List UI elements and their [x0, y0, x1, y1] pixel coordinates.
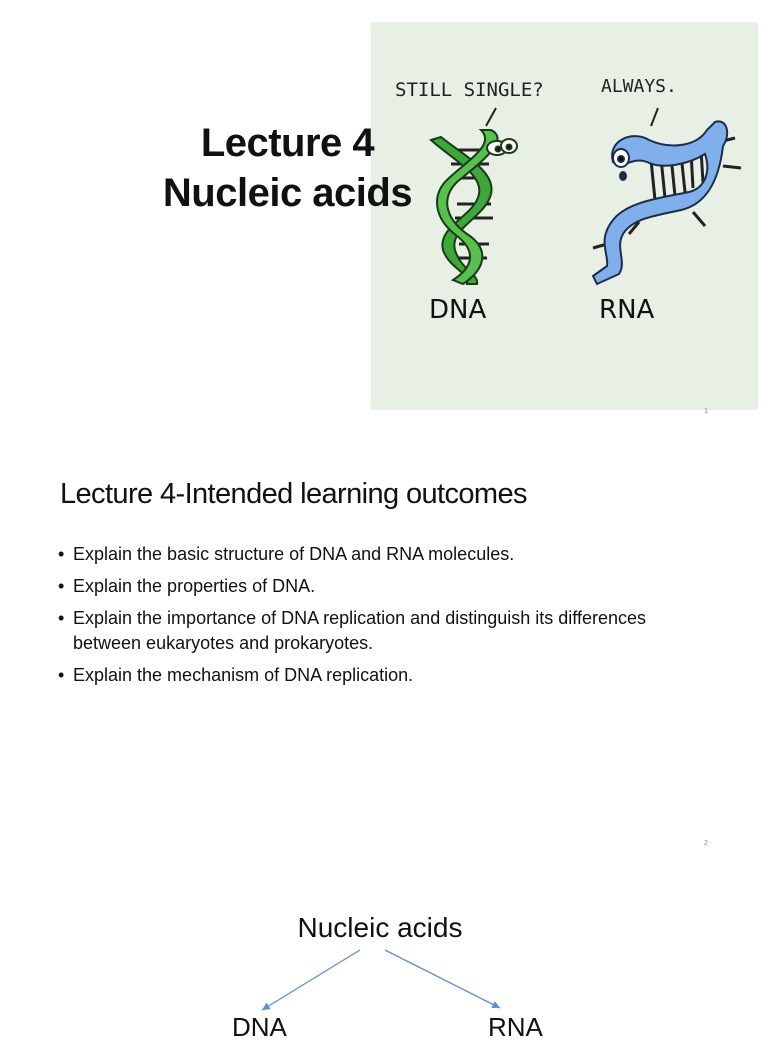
page-number: 2	[704, 840, 708, 847]
nucleic-acids-heading: Nucleic acids	[297, 912, 463, 943]
left-speech-tick	[486, 108, 496, 126]
dna-label: DNA	[429, 295, 487, 325]
slide-3	[0, 870, 768, 1042]
rna-strand-drawing	[593, 121, 741, 284]
rna-label: RNA	[599, 295, 655, 325]
page-number: 1	[704, 408, 708, 415]
left-arrow	[262, 950, 360, 1010]
right-speech-text: ALWAYS.	[601, 76, 677, 97]
branch-arrows	[0, 870, 768, 1024]
right-speech-tick	[651, 108, 658, 126]
slide-2	[0, 430, 768, 860]
list-item: • Explain the importance of DNA replication and distinguish its differences between eukaryotes and prokaryotes.	[58, 606, 658, 656]
slide-1	[0, 0, 768, 425]
left-speech-text: STILL SINGLE?	[395, 79, 544, 101]
rna-branch-label: RNA	[488, 1012, 543, 1042]
slide-title	[130, 118, 445, 218]
outcomes-list	[58, 542, 658, 695]
list-item: • Explain the mechanism of DNA replication.	[58, 663, 658, 688]
dna-branch-label: DNA	[232, 1012, 287, 1042]
list-item: • Explain the basic structure of DNA and RNA molecules.	[58, 542, 658, 567]
title-line-1: Lecture 4	[200, 121, 375, 165]
right-arrow	[385, 950, 500, 1008]
list-item: • Explain the properties of DNA.	[58, 574, 658, 599]
title-line-2: Nucleic acids	[162, 171, 413, 215]
outcomes-heading: Lecture 4-Intended learning outcomes	[60, 478, 527, 510]
